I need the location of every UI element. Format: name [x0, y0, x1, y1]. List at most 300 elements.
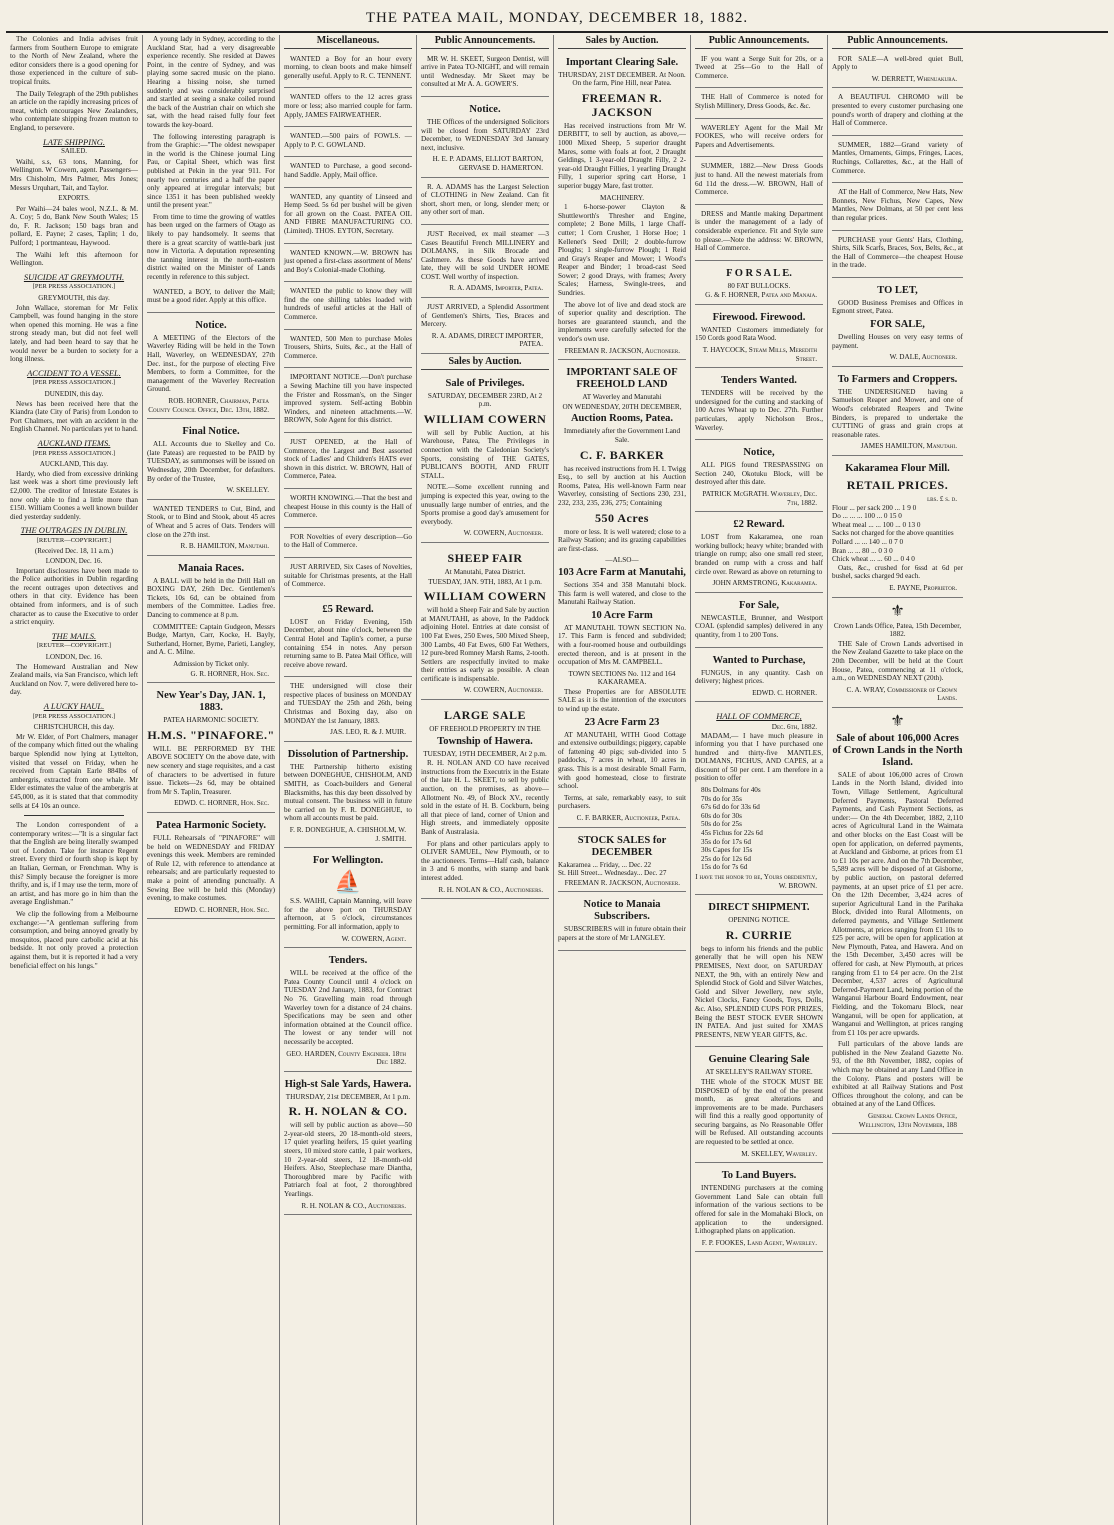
- ad-subtitle: TOWN SECTIONS No. 112 and 164 KAKARAMEA.: [568, 669, 676, 687]
- dateline: AUCKLAND, This day.: [39, 460, 109, 469]
- ad-wanted: [284, 129, 412, 157]
- ad-signature: F. P. FOOKES, Land Agent, Waverley.: [701, 1238, 817, 1247]
- ad-flour-mill: [832, 458, 963, 598]
- ad-title: To Farmers and Croppers.: [837, 373, 958, 385]
- ad-title: Notice to Manaia Subscribers.: [583, 899, 661, 923]
- ad-text: 1 6-horse-power Clayton & Shuttleworth's Thresher and Engine, complete; 2 Bone Mills, 1 large Chaff-cutter; 1 Corn Crusher, 1 Horse Hoe; 1 Kellenet's Seed Drill; 2 double-furrow Ploughs; 1 single-furrow Plough; 1 Reid and Gray's Reaper and Mower; 1 Wood's Reaper and Binder; 1 broad-cast Seed Sower; 2 good Drays, with frames; Avery Scales; Harness, Swingle-trees, and Sundries.: [558, 203, 686, 298]
- article-colonies: The Colonies and India advises fruit farmers from Southern Europe to emigrate to the North of New Zealand, where the editor considers there is a good opening for those experienced in the culture of sub-tropical fruits.: [10, 35, 138, 86]
- column-header: Public Announcements.: [695, 35, 823, 49]
- ad-wanted: [284, 246, 412, 283]
- ad-text: JUST Received, ex mail steamer —3 Cases Beautiful French MILLINERY and DOLMANS, in Silk Brocade and Cashmere. As these Goods have arrived late, they will be sold UNDER HOME COST. Well worthy of inspection.: [421, 229, 549, 281]
- ad-title: Manaia Races.: [178, 562, 244, 574]
- column-sales-by-auction: [554, 35, 691, 1525]
- ad-land-buyers: [695, 1165, 823, 1252]
- article-exports: Per Waihi—24 bales wool, N.Z.L. & M. A. Coy; 5 do, Bank New South Wales; 15 do, F. R. Jackson; 150 bags bran and pollard, E. Payne; 2 cases, Taplin; 1 do, Pulford; 1 portmanteau, Haywood.: [10, 204, 138, 248]
- ad-headline: RETAIL PRICES.: [846, 478, 949, 492]
- ad-clothing: [421, 180, 549, 225]
- ad-pinafore: [147, 685, 275, 813]
- ad-firewood: [695, 307, 823, 368]
- ad-text: WAVERLEY Agent for the Mail Mr FOOKES, who will receive orders for Papers and Advertisements.: [695, 123, 823, 149]
- ad-chromo: [832, 90, 963, 135]
- ad-wanted: [284, 332, 412, 369]
- ad-novelties: [284, 530, 412, 558]
- ad-text: WILL BE PERFORMED BY THE ABOVE SOCIETY On the above date, with new scenery and stage requisites, and a cast of characters to be advertised in future issue. Tickets—2s 6d, may be obtained from Mr S. Taplin, Treasurer.: [147, 744, 275, 796]
- ad-sheep-fair: [421, 545, 549, 700]
- ad-date: THURSDAY, 21ST DECEMBER. At Noon. On the farm, Pine Hill, near Patea.: [558, 70, 686, 88]
- ad-date: ON WEDNESDAY, 20TH DECEMBER,: [562, 402, 682, 411]
- ad-text: WANTED offers to the 12 acres grass more or less; also married couple for farm. Apply, JAMES FAIRWEATHER.: [284, 93, 412, 119]
- ad-text: WANTED a Boy for an hour every morning, to clean boots and make himself generally useful. Apply to R. C. TENNENT.: [284, 54, 412, 80]
- ad-signature: FREEMAN R. JACKSON, Auctioneer.: [564, 878, 680, 887]
- ad-shirts: [421, 300, 549, 354]
- ad-text: DRESS and Mantle making Department is under the management of a lady of considerable experience. Fit and Style sure to please.—Note the address: W. BROWN, Hall of Commerce.: [695, 209, 823, 253]
- reuter-copyright: [REUTER—COPYRIGHT.]: [36, 536, 112, 544]
- section-title: A LUCKY HAUL.: [43, 700, 105, 711]
- ad-text: 80 FAT BULLOCKS.: [727, 281, 791, 290]
- ad-signature: W. COWERN, Auctioneer.: [463, 686, 543, 695]
- ad-title: IMPORTANT SALE OF FREEHOLD LAND: [566, 367, 678, 391]
- column-news: [6, 35, 143, 1525]
- ad-signature: EDWD. C. HORNER.: [752, 688, 817, 697]
- ad-reward: [695, 514, 823, 593]
- ad-title: 103 Acre Farm at Manutahi,: [558, 566, 686, 578]
- press-association: [PER PRESS ASSOCIATION.]: [32, 712, 116, 720]
- ad-text: THE undersigned will close their respective places of business on MONDAY and TUESDAY the 25th and 26th, being Christmas and Boxing day, also on MONDAY the 1st January, 1883.: [284, 682, 412, 725]
- ad-tenders: [284, 950, 412, 1072]
- article-auckland: Hardy, who died from excessive drinking last week was a short time previously left £2,000. The creditor of Intestate Estates is now only able to find a little more than £150. William Coones a well known builder died yesterday suddenly.: [10, 469, 138, 521]
- ad-title: Kakaramea Flour Mill.: [845, 463, 950, 474]
- ad-title: Notice,: [743, 447, 775, 459]
- article-mails: The Homeward Australian and New Zealand mails, via San Francisco, which left Auckland on Nov. 7, were delivered here to-day.: [10, 662, 138, 697]
- section-title: AUCKLAND ITEMS.: [37, 437, 111, 448]
- ad-text: THE UNDERSIGNED having a Samuelson Reaper and Mower, and one of Wood's celebrated Reapers and Twine Binders, is prepared to undertake the CUTTING of grass and grain crops at reasonable rates.: [832, 387, 963, 439]
- ad-text: A BALL will be held in the Drill Hall on BOXING DAY, 26th Dec. Gentlemen's Tickets, 10s 6d, can be obtained from members of the Committee. Ladies free. Dancing to commence at 8 p.m.: [147, 576, 275, 620]
- subhead: SAILED.: [61, 148, 87, 156]
- ad-wanted: [284, 284, 412, 329]
- ad-text: SALE of about 106,000 acres of Crown Lands in the North Island, divided into Town, Village Settlement, Agricultural Deferred Payments, Pastoral Deferred Payments, and Cash Payment Sections, as under:— On the 4th December, 1882, 2,110 acres of Agricultural Land in the Waimata and other blocks on the East Coast will be open for application, on deferred payments, at Auckland and Gisborne, at prices from £1 to £1 10s per acre. And on the 7th December, 5,589 acres will be disposed of at Gisborne, by public auction, on pastoral deferred payments, at an upset price of £1 per acre. On the 12th December, 3,424 acres of superior Agricultural Land in the Parihaka Block, divided into Rural Allotments, on deferred payments, and Village Settlement Allotments, at prices ranging from £1 10s to £25 per acre, will be open for application at New Plymouth, Patea, and Hawera. And on the 15th December, 3,450 acres will be offered for cash, at New Plymouth, at prices ranging from £1 to £4 per acre. On the 21st December, 4,537 acres of Agricultural Deferred-Payment Land, being portion of the Wanganui Harbour Board Endowment, near Fielding, and the Tokomaru Block, near Wanganui, will be open for application, at Wanganui and Wellington, at prices ranging from £1 10s per acre upwards.: [832, 770, 963, 1037]
- ad-notice: [147, 315, 275, 419]
- column-miscellaneous: [280, 35, 417, 1525]
- ad-date: TUESDAY, JAN. 9TH, 1883, At 1 p.m.: [428, 577, 542, 586]
- ad-dress: [695, 207, 823, 261]
- ad-closing: [284, 679, 412, 742]
- ad-signature: G. & F. HORNER, Patea and Manaia.: [705, 291, 817, 300]
- press-association: [PER PRESS ASSOCIATION.]: [32, 283, 116, 291]
- ad-hall: [695, 90, 823, 118]
- ad-signature: H. E. P. ADAMS, ELLIOT BARTON, GERVASE D. HAMERTON.: [432, 155, 543, 172]
- ad-text: will hold a Sheep Fair and Sale by auction at MANUTAHI, as above, In the Paddock adjoining Hotel. Entries at date consist of 100 Fat Ewes, 250 Ewes, 500 Mixed Sheep, 300 Lambs, 40 Fat Ewes, 600 Fat Wethers, 12 pure-bred Romney Marsh Rams, 2-tooth. Settlers are respectfully invited to make their entries as early as possible. A clean certificate is indispensable.: [421, 606, 549, 683]
- section-title: LATE SHIPPING.: [42, 136, 105, 147]
- ad-signature: G. R. HORNER, Hon. Sec.: [190, 669, 269, 678]
- ad-privileges: [421, 373, 549, 543]
- ad-text: TENDERS will be received by the undersigned for the cutting and stacking of 100 Acres Wheat up to Dec. 27th. Further particulars, apply Nicholson Bros., Waverley.: [695, 389, 823, 432]
- ad-bullocks: [695, 263, 823, 305]
- ad-text: IMPORTANT NOTICE.—Don't purchase a Sewing Machine till you have inspected the Frister and Rossman's, on the Singer improved system. Self-acting Bobbin Winders, and nineteen attachments.—W. BROWN, Sole Agent for this district.: [284, 373, 412, 425]
- ad-sewing-machine: [284, 370, 412, 433]
- article-suicide: John Wallace, storeman for Mr Felix Campbell, was found hanging in the store when opened this morning. He was a fine strong steady man, but did not feel well lately, and had been heard to say that he would never be a burden to society for a long illness.: [10, 303, 138, 364]
- ad-boy-wanted: [147, 285, 275, 313]
- price-row: 67s 6d do for 33s 6d: [701, 803, 760, 812]
- ad-title: Dissolution of Partnership.: [287, 748, 409, 760]
- ship-icon: ⛵: [334, 869, 362, 895]
- ad-text: WANTED the public to know they will find the one shilling tables loaded with hundreds of useful articles at the Hall of Commerce.: [284, 287, 412, 322]
- ad-signature: JAS. LEO, R. & J. MUIR.: [330, 728, 406, 737]
- ad-hats: [284, 435, 412, 489]
- ad-text: AT MANUTAHI. TOWN SECTION No. 17. This Farm is fenced and subdivided; with a four-roomed house and outbuildings erected thereon, and is at present in the occupation of Mrs M. CAMPBELL.: [558, 623, 686, 667]
- columns: [6, 35, 1108, 1525]
- ad-manaia-subscribers: [558, 894, 686, 950]
- ad-title: FOR SALE,: [870, 319, 925, 331]
- reuter-copyright: [REUTER—COPYRIGHT.]: [36, 642, 112, 650]
- section-title: THE OUTRAGES IN DUBLIN.: [20, 525, 128, 536]
- ad-title: To Land Buyers.: [721, 1170, 797, 1182]
- article-melbourne: We clip the following from a Melbourne exchange:—"A gentleman suffering from consumption, and being annoyed greatly by mosquitos, placed pure carbolic acid at his bedside. It not only proved a protection against them, but it is reported it had a very beneficial effect on his lungs.": [10, 910, 138, 970]
- ad-signature: W. DERRETT, Whenuakura.: [871, 74, 957, 83]
- dateline: (Received Dec. 18, 11 a.m.): [34, 547, 114, 556]
- ad-dentist: [421, 52, 549, 97]
- column-public-announcements-2: [691, 35, 828, 1525]
- ad-signature: T. HAYCOCK, Steam Mills, Meredith Street.: [702, 346, 817, 363]
- stock-sale-row: Kakaramea ... Friday, ... Dec. 22: [558, 860, 652, 869]
- ad-signature: W. SKELLEY.: [226, 486, 269, 495]
- ad-title: £5 Reward.: [322, 603, 374, 615]
- press-association: [PER PRESS ASSOCIATION.]: [32, 379, 116, 387]
- ad-subtitle: Crown Lands Office, Patea, 15th December, 1882.: [833, 621, 962, 639]
- ad-title: DIRECT SHIPMENT.: [708, 902, 810, 914]
- ad-mantles: [695, 704, 823, 895]
- ad-wanted: [284, 90, 412, 127]
- ad-text: ALL PIGS found TRESPASSING on Section 240, Okotuku Block, will be destroyed after this date.: [695, 461, 823, 487]
- ad-fungus: [695, 650, 823, 703]
- ad-text: has received instructions from H. I. Twigg Esq., to sell by auction at his Auction Rooms, Patea, His well-known Farm near Waverley, consisting of Sections 230, 231, 232, 233, 235, 236, 275; Containing: [558, 464, 686, 507]
- ad-text: THE Offices of the undersigned Solicitors will be closed from SATURDAY 23rd December, to WEDNESDAY 3rd January next, inclusive.: [421, 117, 549, 152]
- article-accident: News has been received here that the Kiandra (late City of Paris) from London to Port Chalmers, met with an accident in the English Channel. No particulars yet to hand.: [10, 399, 138, 434]
- ad-text: R. A. ADAMS has the Largest Selection of CLOTHING in New Zealand. Can fit short, short men, or long, slender men; or any other sort of man.: [421, 182, 549, 217]
- ad-text: WANTED, 500 Men to purchase Moles Trousers, Shirts, Suits, &c., at the Hall of Commerce.: [284, 334, 412, 360]
- ad-signature: R. H. NOLAN & CO., Auctioneers.: [301, 1201, 406, 1210]
- royal-crest-icon: ⚜: [890, 712, 905, 730]
- ad-text: will sell by public auction as above—50 2-year-old steers, 20 18-month-old steers, 17 quiet yearling heifers, 15 quiet yearling steers, 10 mixed store cattle, 1 pair workers, 10 2-year-old steers, 12 18-month-old Heifers. Also, Steeplechase mare Diantha, Thoroughbred mare by Pacific with Patriarch foal at foot, 2 thoroughbred Yearlings.: [284, 1121, 412, 1199]
- ad-signature: ROB. HORNER, Chairman, Patea County Council Office, Dec. 13th, 1882.: [148, 396, 269, 414]
- auctioneer-name: C. F. BARKER: [579, 447, 665, 462]
- ad-title: 10 Acre Farm: [591, 609, 653, 621]
- ad-text: Dwelling Houses on very easy terms of payment.: [832, 333, 963, 350]
- ad-text: SUMMER, 1882.—New Dress Goods just to hand. All the newest materials from 6d 11d the dress.—W. BROWN, Hall of Commerce.: [695, 162, 823, 197]
- ad-text: JUST ARRIVED, Six Cases of Novelties, suitable for Christmas presents, at the Hall of Commerce.: [284, 562, 412, 589]
- ad-subtitle: OPENING NOTICE.: [728, 916, 790, 925]
- ad-text: WANTED, any quantity of Linseed and Hemp Seed. 5s 6d per bushel will be given for all grown on the Coast. PATEA OIL AND FIBRE MANUFACTURING CO. (Limited). THOS. EYTON, Secretary.: [284, 192, 412, 235]
- ad-signature: R. B. HAMILTON, Manutahi.: [180, 542, 269, 551]
- ad-text: FULL Rehearsals of "PINAFORE" will be held on WEDNESDAY and FRIDAY evenings this week. Members are reminded of Rule 12, with reference to attendance at rehearsals; and are particularly requested to make a point of attending punctually. A Sewing Bee will be held this (Monday) evening, to make costumes.: [147, 833, 275, 903]
- ad-final-notice: [147, 421, 275, 500]
- royal-crest-icon: ⚜: [890, 602, 905, 620]
- ad-subtitle: At Manutahi, Patea District.: [444, 567, 526, 576]
- ad-signature: JAMES HAMILTON, Manutahi.: [860, 442, 957, 451]
- price-row: Wheat meal ... ... 100 ... 0 13 0: [832, 520, 921, 529]
- ad-signature: C. F. BARKER, Auctioneer, Patea.: [576, 814, 680, 822]
- article-london: The London correspondent of a contemporary writes:—"It is a singular fact that the English are being literally swamped out of London. Take for instance Regent street. Every third or fourth shop is kept by an Italian, German, or Frenchman. Why is this? Simply because the foreigner is more thrifty, and is, if I may use the term, more of an artist, and has more go in him than the average Englishman.": [10, 821, 138, 907]
- section-title: THE MAILS.: [51, 630, 97, 641]
- ad-text: LOST on Friday Evening, 15th December, about nine o'clock, between the Central Hotel and Taplin's corner, a purse containing £54 in notes. Any person returning same to B. Patea Mail Office, will receive above reward.: [284, 617, 412, 669]
- ad-text: NEWCASTLE, Brunner, and Westport COAL (splendid samples) delivered in any quantity, from 1 to 200 Tons.: [695, 613, 823, 639]
- ad-subtitle: OF FREEHOLD PROPERTY IN THE: [429, 725, 541, 734]
- price-row: Chick wheat ... ... 60 ... 0 4 0: [832, 555, 915, 564]
- price-row: Flour ... per sack 200 ... 1 9 0: [832, 503, 917, 512]
- article-china: The following interesting paragraph is from the Graphic:—"The oldest newspaper in the world is the Chinese journal Ling Pau, or Capital Sheet, which was first published at Pekin in the year 911. For nearly two centuries and a half the paper only appeared at irregular intervals; but since 1351 it has been published weekly until the present year.": [147, 132, 275, 210]
- ad-title: Wanted to Purchase,: [712, 654, 806, 666]
- ad-title: Sale of Privileges.: [445, 377, 525, 389]
- ad-text: FOR SALE—A well-bred quiet Bull, Apply to: [832, 54, 963, 72]
- auctioneer-name: FREEMAN R. JACKSON: [581, 90, 663, 119]
- ad-text: IF you want a Serge Suit for 20s, or a Tweed at 25s—Go to the Hall of Commerce.: [695, 54, 823, 80]
- ad-text: MR W. H. SKEET, Surgeon Dentist, will arrive in Patea TO-NIGHT, and will remain until Wednesday. Mr Skeet may be consulted at Mr A. A. GOWER'S.: [421, 54, 549, 89]
- divider: [24, 815, 124, 816]
- article-waihi: The Waihi left this afternoon for Wellington.: [10, 250, 138, 268]
- ad-title: New Year's Day, JAN. 1, 1883.: [156, 690, 266, 714]
- ad-coal: [695, 595, 823, 648]
- ad-signature: E. PAYNE, Proprietor.: [889, 583, 957, 592]
- ad-summer: [695, 159, 823, 204]
- press-association: [PER PRESS ASSOCIATION.]: [32, 449, 116, 457]
- masthead: THE PATEA MAIL, MONDAY, DECEMBER 18, 1882.: [6, 6, 1108, 33]
- ad-subtitle: MACHINERY.: [600, 193, 644, 202]
- ad-signature: JOHN ARMSTRONG, Kakaramea.: [712, 579, 817, 588]
- dateline: LONDON, Dec. 16.: [45, 557, 103, 566]
- stock-sale-row: St. Hill Street... Wednesday... Dec. 27: [558, 869, 667, 878]
- ad-text: R. H. NOLAN AND CO have received instructions from the Executrix in the Estate of the late H. L. SKEET, to sell by public auction, on the premises, as above— Allotment No. 49, of Block XV., recently sold in the estate of H. B. Cockburn, being all that piece of land, corner of Union and High streets, and immediately opposite Bank of Australasia.: [421, 759, 549, 836]
- article-telegraph: The Daily Telegraph of the 29th publishes an article on the rapidly increasing prices of meat, which encourages New Zealanders, who contemplate shipping frozen mutton to England, to persevere.: [10, 89, 138, 132]
- ad-signature: W. COWERN, Auctioneer.: [463, 529, 543, 538]
- ad-tenders: [695, 370, 823, 440]
- ad-signature: W. COWERN, Agent.: [341, 934, 406, 943]
- ad-pigs: [695, 442, 823, 512]
- ad-text: begs to inform his friends and the public generally that he will open his NEW PREMISES, Next door, on SATURDAY NEXT, the 9th, with an entirely New and Splendid Stock of Gold and Silver Watches, Gold and Silver Jewellery, new style, Nickel Clocks, Fancy Goods, Toys, Dolls, &c. Also, SPLENDID CUPS FOR PRIZES, Being the BEST STOCK EVER SHOWN IN PATEA. And just suited for XMAS PRESENTS, NEW YEAR GIFTS, &c.: [695, 944, 823, 1039]
- ad-signature: W. DALE, Auctioneer.: [889, 353, 957, 362]
- ad-text: NOTE.—Some excellent running and jumping is expected this year, owing to the unusually large number of entries, and the Sports promise a good day's amusement for everybody.: [421, 483, 549, 526]
- ad-north-island-lands: [832, 710, 963, 1134]
- ad-dissolution: [284, 744, 412, 848]
- ad-wanted: [284, 159, 412, 187]
- ad-title: Tenders Wanted.: [721, 375, 797, 387]
- ad-title: Patea Harmonic Society.: [156, 819, 266, 831]
- ad-text: GOOD Business Premises and Offices in Egmont street, Patea.: [832, 298, 963, 316]
- ad-text: ALL Accounts due to Skelley and Co. (late Pateas) are requested to be PAID by TUESDAY, as summonses will be issued on Wednesday, 20th December, for defaulters. By order of the Trustee,: [147, 440, 275, 483]
- ad-text: SUMMER, 1882—Grand variety of Mantles, Ornaments, Gimps, Fringes, Laces, Ruchings, Collarettes, &c., at the Hall of Commerce.: [832, 140, 963, 175]
- price-list: [701, 786, 823, 872]
- ad-title: Notice.: [469, 103, 501, 115]
- dateline: DUNEDIN, this day.: [44, 389, 104, 398]
- price-row: 50s do for 25s: [701, 820, 742, 829]
- ad-signature: F. R. DONEGHUE, A. CHISHOLM, W. J. SMITH.: [289, 826, 406, 843]
- ad-text: Terms, at sale, remarkably easy, to suit purchasers.: [558, 793, 686, 811]
- ad-direct-shipment: [695, 897, 823, 1047]
- ad-text: PURCHASE your Gents' Hats, Clothing, Shirts, Silk Scarfs, Braces, Sox, Belts, &c., at the Hall of Commerce—the cheapest House in the trade.: [832, 235, 963, 270]
- merchant-name: R. CURRIE: [725, 927, 793, 942]
- price-header: lbs. £ s. d.: [927, 495, 957, 503]
- ad-text: WANTED, a BOY, to deliver the Mail; must be a good rider. Apply at this office.: [147, 287, 275, 305]
- article-haul: Mr W. Elder, of Port Chalmers, manager of the company which fitted out the whaling barque Splendid now lying at Lyttelton, visited that vessel on Friday, when he received from Captain Earle 884lbs of ambergris, extracted from one whale. Mr Elder estimates the value of the ambergris at £45,000, as it is stated that that commodity sells at £4 10s an ounce.: [10, 732, 138, 810]
- ad-text: LOST from Kakaramea, one roan working bullock; heavy white; branded with triangle on rump; also one small red steer, branded on rump with a cross and half circle over. Reward as above on returning to: [695, 533, 823, 576]
- ad-subtitle: AT Waverley and Manutahi: [582, 393, 662, 402]
- ad-headline: 550 Acres: [595, 510, 649, 525]
- ad-crown-lands: [832, 600, 963, 708]
- ad-text: WANTED Customers immediately for 150 Cords good Rata Wood.: [695, 325, 823, 343]
- price-row: Bran ... ... 80 ... 0 3 0: [832, 546, 893, 555]
- ad-text: COMMITTEE: Captain Gudgeon, Messrs Budge, Martyn, Carr, Kocke, H. Bayly, Sutherland, Horner, Byrne, Parieti, Langley, and A. C. Milne.: [147, 622, 275, 657]
- price-row: 25s do for 12s 6d: [701, 854, 751, 863]
- ad-text: THE Hall of Commerce is noted for Stylish Millinery, Dress Goods, &c. &c.: [695, 93, 823, 110]
- ad-farmers: [832, 369, 963, 456]
- auctioneer-name: WILLIAM COWERN: [423, 589, 547, 604]
- ad-title: Notice.: [195, 319, 227, 331]
- ad-text: WILL be received at the office of the Patea County Council until 4 o'clock on TUESDAY 2nd January, 1883, for Contract No 76. Gravelling main road through Waverley town for a distance of 24 chains. Specifications may be seen and other information obtained at the Council office. The lowest or any tender will not necessarily be accepted.: [284, 969, 412, 1046]
- ad-just-arrived: [284, 560, 412, 597]
- ad-stock-sales: [558, 830, 686, 893]
- ad-title: TO LET,: [877, 284, 918, 296]
- subhead: EXPORTS.: [58, 195, 90, 203]
- ad-genuine-clearing: [695, 1049, 823, 1163]
- ad-notice: [421, 99, 549, 178]
- article-wattles: From time to time the growing of wattles has been urged on the farmers of Otago as likely to pay handsomely. It seems that there is a great scarcity of wattle-bark just now in Victoria. A deputation representing the tanning interest in the north-eastern district waited on the Minister of Lands recently in reference to this subject.: [147, 212, 275, 282]
- ad-title: Final Notice.: [182, 426, 240, 438]
- price-row: 80s Dolmans for 40s: [701, 786, 761, 795]
- ad-text: Sections 354 and 358 Manutahi block. This farm is well watered, and close to the Manutahi Railway Station.: [558, 580, 686, 607]
- ad-also: —ALSO—: [605, 556, 639, 565]
- ad-text: SUBSCRIBERS will in future obtain their papers at the store of Mr LANGLEY.: [558, 925, 686, 942]
- ad-subtitle: PATEA HARMONIC SOCIETY.: [163, 716, 259, 725]
- ad-title: Sale of about 106,000 Acres of Crown Lands in the North Island.: [832, 732, 963, 768]
- column-header: Sales by Auction.: [421, 356, 549, 370]
- ad-worth-knowing: [284, 491, 412, 528]
- ad-text: AT MANUTAHI, WITH Good Cottage and extensive outbuildings; piggery, capable of fattening 40 pigs; sub-divided into 5 paddocks, 7 acres in wheat, 10 acres in grass. This is a most desirable Small Farm, with good homestead, close to firstrate school.: [558, 730, 686, 791]
- ad-signature: PATRICK McGRATH. Waverley, Dec. 7th, 1882.: [702, 490, 817, 507]
- article-sailed: Waihi, s.s, 63 tons, Manning, for Wellington. W Cowern, agent. Passengers—Mrs Chisholm, Mrs Palmer, Mrs Jones; Messrs Urquhart, Tait, and Taylor.: [10, 157, 138, 192]
- ad-text: Oats, &c., crushed for 6ssd at 6d per bushel, sacks charged 9d each.: [832, 563, 963, 581]
- ad-title: HALL OF COMMERCE,: [716, 711, 802, 722]
- price-row: 60s do for 30s: [701, 811, 742, 820]
- ad-text: MADAM,— I have much pleasure in informing you that I have purchased one hundred and thirty-five MANTLES, DOLMANS, FICHUS, AND CAPES, at a discount of 50 per cent. I am therefore in a position to offer: [695, 731, 823, 783]
- ad-title: Tenders.: [328, 955, 368, 967]
- ad-text: WANTED TENDERS to Cut, Bind, and Stook, or to Bind and Stook, about 45 acres of Wheat and 5 acres of Oats. Tenders will close on the 27th inst.: [147, 504, 275, 539]
- auctioneer-name: WILLIAM COWERN: [423, 411, 547, 426]
- ad-text: Has received instructions from Mr W. DERBITT, to sell by auction, as above,— 1000 Mixed Sheep, 5 superior draught Mares, some with foals at foot, 2 Draught Geldings, 1 3-year-old Draught Filly, 2 2-year-old Draught Fillies, 1 yearling Draught Filly, 1 superior spring cart Horse, 1 superior buggy Mare, fast trotter.: [558, 121, 686, 190]
- ad-title: For Sale,: [738, 599, 780, 611]
- article-sydney: A young lady in Sydney, according to the Auckland Star, had a very disagreeable experience recently. She resided at Dawes Point, in the centre of Sydney, and was playing some sacred music on the piano. Hearing a hissing noise, she turned suddenly and was considerably surprised and startled at seeing a snake coiled round the back of the Austrian chair on which she sat, with the head raised fully four feet towards the key-board.: [147, 35, 275, 129]
- ad-text: JUST ARRIVED, a Splendid Assortment of Gentlemen's Shirts, Ties, Braces and Mercery.: [421, 303, 549, 329]
- ad-purchase: [832, 233, 963, 278]
- ad-serge: [695, 52, 823, 89]
- ad-to-let: [832, 280, 963, 367]
- ad-signature: R. H. NOLAN & CO., Auctioneers.: [438, 885, 543, 894]
- ad-harmonic: [147, 815, 275, 919]
- ad-tenders: [147, 502, 275, 556]
- section-title: SUICIDE AT GREYMOUTH.: [23, 271, 125, 282]
- ad-summer: [832, 138, 963, 183]
- ad-text: FOR Novelties of every description—Go to the Hall of Commerce.: [284, 532, 412, 550]
- ad-title: Important Clearing Sale.: [565, 56, 679, 68]
- ad-date: Dec. 6th, 1882.: [771, 722, 817, 731]
- ad-hats: [832, 185, 963, 230]
- ad-signature: I have the honor to be, Yours obediently, W. BROWN.: [695, 873, 817, 890]
- ad-title: STOCK SALES for DECEMBER: [577, 834, 667, 858]
- column-header: Public Announcements.: [832, 35, 963, 49]
- price-row: 15s do for 7s 6d: [701, 863, 748, 872]
- ad-signature: C. A. WRAY, Commissioner of Crown Lands.: [846, 685, 957, 703]
- ad-headline: LARGE SALE: [443, 708, 527, 723]
- ad-text: WORTH KNOWING.—That the best and cheapest House in this county is the Hall of Commerce.: [284, 493, 412, 520]
- column-header: Public Announcements.: [421, 35, 549, 49]
- price-row: 35s do for 17s 6d: [701, 837, 751, 846]
- ad-agent: [695, 121, 823, 158]
- ad-text: AT the Hall of Commerce, New Hats, New Bonnets, New Fichus, New Capes, New Mantles, New Dolmans, at 50 per cent less than regular prices.: [832, 188, 963, 222]
- ad-bull: [832, 52, 963, 89]
- ad-millinery: [421, 227, 549, 298]
- ad-subtitle: AT SKELLEY'S RAILWAY STORE.: [705, 1068, 813, 1077]
- ad-freehold-land: [558, 362, 686, 827]
- column-header: Miscellaneous.: [284, 35, 412, 49]
- ad-wellington: [284, 850, 412, 948]
- ad-date: SATURDAY, DECEMBER 23RD, At 2 p.m.: [427, 391, 543, 409]
- ad-text: Full particulars of the above lands are published in the New Zealand Gazette No. 93, of the 8th November, 1882, copies of which may be obtained at any Land Office in the Colony. Plans and posters will be exhibited at all Railway Stations and Post Offices throughout the colony, and can be obtained at any of the Land Offices.: [832, 1040, 963, 1109]
- ad-text: Admission by Ticket only.: [173, 660, 249, 669]
- ad-text: A BEAUTIFUL CHROMO will be presented to every customer purchasing one pound's worth of drapery and clothing at the Hall of Commerce.: [832, 93, 963, 128]
- ad-wanted: [284, 190, 412, 244]
- ad-text: For plans and other particulars apply to OLIVER SAMUEL, New Plymouth, or to the auctioneers. Terms—Half cash, balance in 3 and 6 months, with stamp and bank interest added.: [421, 839, 549, 882]
- ad-headline: SHEEP FAIR: [447, 550, 523, 565]
- ad-text: THE whole of the STOCK MUST BE DISPOSED of by the end of the present month, as great alterations and improvements are to be made. Purchasers will find this a really good opportunity of securing bargains, as No Reasonable Offer will be Refused. All outstanding accounts are requested to be settled at once.: [695, 1077, 823, 1147]
- column-header: Sales by Auction.: [558, 35, 686, 49]
- ad-text: FUNGUS, in any quantity. Cash on delivery; highest prices.: [695, 668, 823, 686]
- ad-text: WANTED KNOWN.—W. BROWN has just opened a first-class assortment of Mens' and Boy's Colonial-made Clothing.: [284, 248, 412, 274]
- dateline: GREYMOUTH, this day.: [38, 294, 110, 303]
- ad-text: INTENDING purchasers at the coming Government Land Sale can obtain full information of the various sections to be offered for sale in the Momahaki Block, on application to the undersigned. Lithographed plans on application.: [695, 1184, 823, 1236]
- ad-signature: R. A. ADAMS, Importer, Patea.: [449, 284, 543, 293]
- ad-text: THE Partnership hitherto existing between DONEGHUE, CHISHOLM, AND SMITH, as Coach-builders and General Blacksmiths, has this day been dissolved by mutual consent. The business will in future be carried on by F. R. DONEGHUE, to whom all accounts must be paid.: [284, 762, 412, 823]
- price-row: 70s do for 35s: [701, 794, 742, 803]
- ad-signature: R. A. ADAMS, DIRECT IMPORTER, PATEA.: [431, 331, 543, 349]
- price-row: Sacks not charged for the above quantities: [832, 529, 954, 538]
- ad-hawera-sale: [284, 1074, 412, 1216]
- price-row: Pollard ... ... 140 ... 0 7 0: [832, 537, 904, 546]
- ad-signature: General Crown Lands Office, Wellington, 13th November, 188: [858, 1112, 957, 1129]
- ad-text: S.S. WAIHI, Captain Manning, will leave for the above port on THURSDAY afternoon, at 5 o'clock, circumstances permitting. For all information, apply to: [284, 897, 412, 931]
- ad-wanted: [284, 52, 412, 89]
- ad-reward: [284, 599, 412, 678]
- ad-text: JUST OPENED, at the Hall of Commerce, the Largest and Best assorted stock of Ladies' and Children's HATS ever shown in this district. W. BROWN, Hall of Commerce, Patea.: [284, 438, 412, 481]
- section-title: ACCIDENT TO A VESSEL.: [27, 367, 121, 378]
- ad-title: Township of Hawera.: [437, 735, 533, 747]
- ad-title: High-st Sale Yards, Hawera.: [284, 1078, 412, 1090]
- article-dublin: Important disclosures have been made to the Police authorities in Dublin regarding the recent outrages upon detectives and others in that city. Evidence has been obtained from informers, and is of such character as to cause the Executive to order a strict enquiry.: [10, 566, 138, 627]
- column-public-announcements: [417, 35, 554, 1525]
- dateline: LONDON, Dec. 16.: [45, 653, 103, 661]
- ad-signature: GEO. HARDEN, County Engineer. 18th Dec 1882.: [286, 1049, 406, 1067]
- ad-title: £2 Reward.: [733, 519, 785, 531]
- dateline: CHRISTCHURCH, this day.: [33, 723, 115, 732]
- ad-title: Firewood. Firewood.: [712, 311, 806, 323]
- ad-title: Genuine Clearing Sale: [708, 1054, 810, 1066]
- ad-signature: M. SKELLEY, Waverley.: [741, 1149, 817, 1158]
- ad-text: WANTED to Purchase, a good second-hand Saddle. Apply, Mail office.: [284, 162, 412, 179]
- ad-text: A MEETING of the Electors of the Waverley Riding will be held in the Town Hall, Waverley, on WEDNESDAY, 27th Dec. inst., for the purpose of electing Five Members, to form a Committee, for the management of the Waverley Recreation Ground.: [147, 333, 275, 394]
- ad-text: The above lot of live and dead stock are of superior quality and description. The horses are guaranteed staunch, and the implements were carefully selected for the vendor's own use.: [558, 300, 686, 344]
- price-row: Do ... ... ... 100 ... 0 15 0: [832, 512, 902, 521]
- ad-signature: EDWD. C. HORNER, Hon. Sec.: [174, 799, 269, 808]
- ad-text: will sell by Public Auction, at his Warehouse, Patea, The Privileges in connection with the Caledonian Society's Sports, consisting of THE GATES, PUBLICAN'S BOOTH, AND FRUIT STALL.: [421, 428, 549, 480]
- ad-date: THURSDAY, 21st DECEMBER, At 1 p.m.: [285, 1092, 411, 1101]
- ad-title: Auction Rooms, Patea.: [570, 413, 674, 425]
- ad-text: These Properties are for ABSOLUTE SALE as it is the intention of the executors to wind up the estate.: [558, 687, 686, 714]
